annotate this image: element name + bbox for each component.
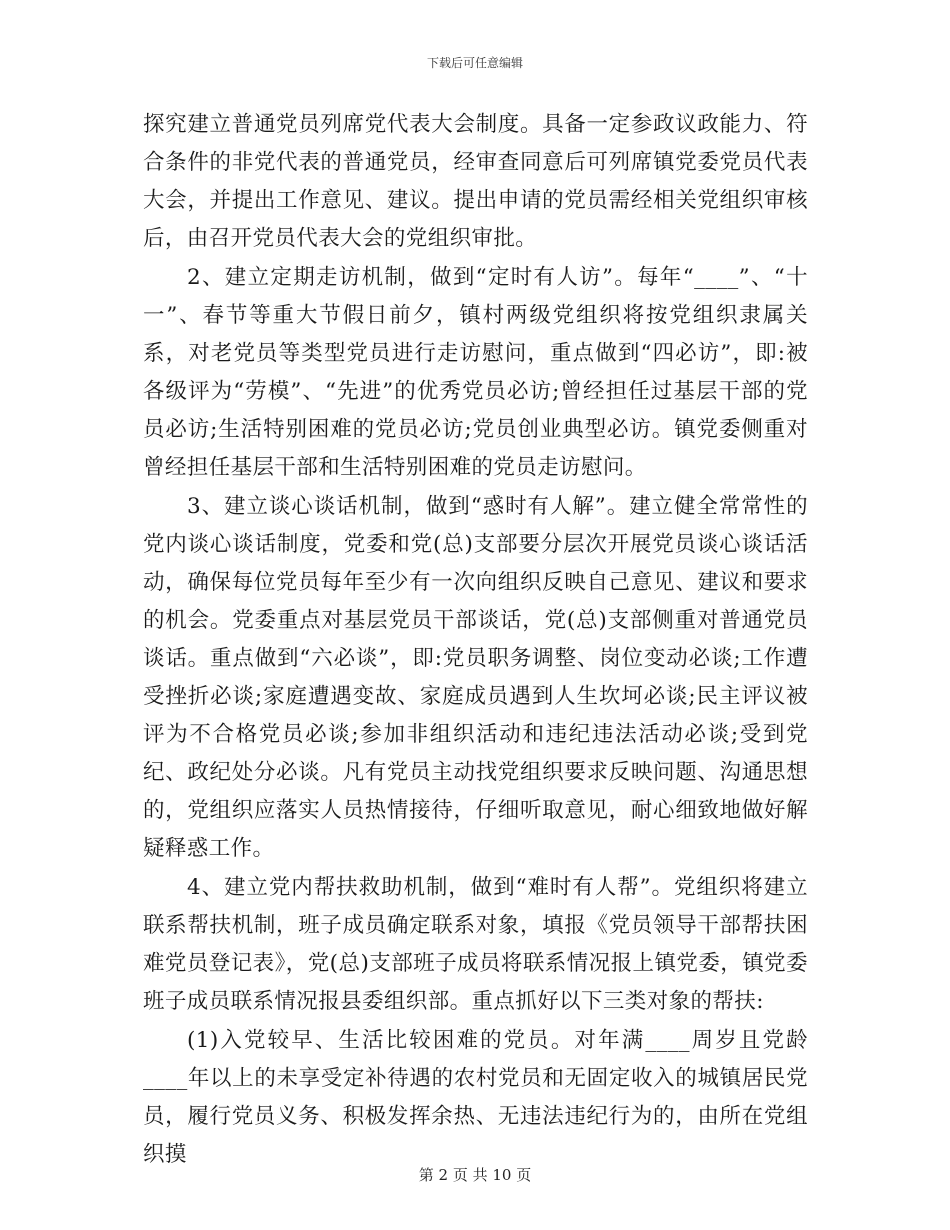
paragraph-5: (1)入党较早、生活比较困难的党员。对年满____周岁且党龄____年以上的未享受定补待遇的农村党员和无固定收入的城镇居民党员，履行党员义务、积极发挥余热、无违法违纪行为的，由所在党组织摸 [143, 1028, 808, 1167]
paragraph-4: 4、建立党内帮扶救助机制，做到“难时有人帮”。党组织将建立联系帮扶机制，班子成员确定联系对象，填报《党员领导干部帮扶困难党员登记表》，党(总)支部班子成员将联系情况报上镇党委，镇党委班子成员联系情况报县委组织部。重点抓好以下三类对象的帮扶: [143, 875, 808, 1014]
page-number: 第 2 页 共 10 页 [418, 1166, 532, 1184]
paragraph-2: 2、建立定期走访机制，做到“定时有人访”。每年“____”、“十一”、春节等重大节假日前夕，镇村两级党组织将按党组织隶属关系，对老党员等类型党员进行走访慰问，重点做到“四必访”，即:被各级评为“劳模”、“先进”的优秀党员必访;曾经担任过基层干部的党员必访;生活特别困难的党员必访;党员创业典型必访。镇党委侧重对曾经担任基层干部和生活特别困难的党员走访慰问。 [143, 265, 808, 480]
page-header: 下载后可任意编辑 [426, 56, 523, 70]
document-body [143, 106, 808, 1175]
paragraph-1: 探究建立普通党员列席党代表大会制度。具备一定参政议政能力、符合条件的非党代表的普通党员，经审查同意后可列席镇党委党员代表大会，并提出工作意见、建议。提出申请的党员需经相关党组织审核后，由召开党员代表大会的党组织审批。 [143, 112, 808, 251]
paragraph-3: 3、建立谈心谈话机制，做到“惑时有人解”。建立健全常常性的党内谈心谈话制度，党委和党(总)支部要分层次开展党员谈心谈话活动，确保每位党员每年至少有一次向组织反映自己意见、建议和要求的机会。党委重点对基层党员干部谈话，党(总)支部侧重对普通党员谈话。重点做到“六必谈”，即:党员职务调整、岗位变动必谈;工作遭受挫折必谈;家庭遭遇变故、家庭成员遇到人生坎坷必谈;民主评议被评为不合格党员必谈;参加非组织活动和违纪违法活动必谈;受到党纪、政纪处分必谈。凡有党员主动找党组织要求反映问题、沟通思想的，党组织应落实人员热情接待，仔细听取意见，耐心细致地做好解疑释惑工作。 [143, 494, 808, 861]
